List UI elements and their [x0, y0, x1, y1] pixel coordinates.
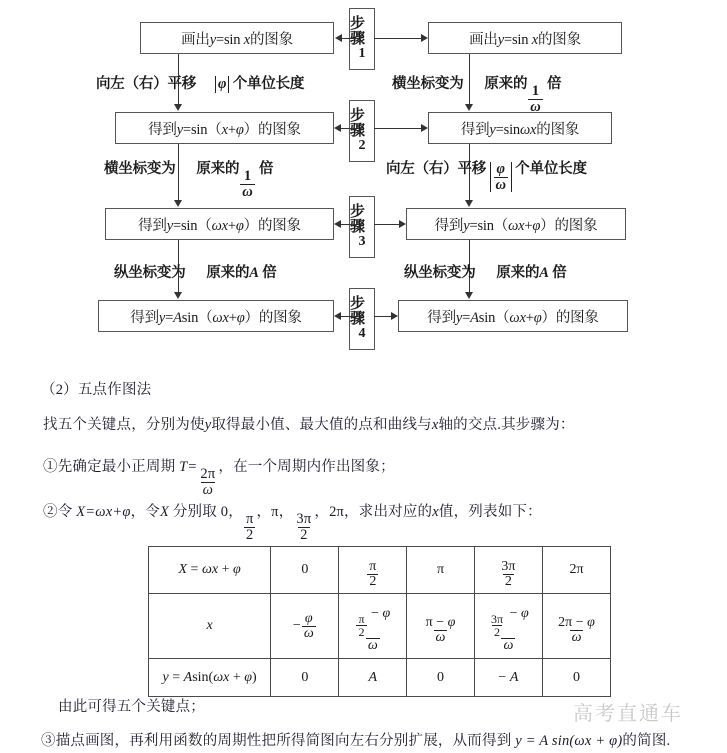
edge-label-left-1-suffix: 个单位长度: [232, 76, 305, 92]
flow-node-right-2: [428, 112, 612, 144]
step-box-4-label: 步骤: [350, 295, 366, 327]
table-cell-y-4: 0: [543, 659, 611, 697]
step-box-2-number: 2: [358, 138, 366, 154]
edge-label-left-3-prefix: 纵坐标变为: [114, 265, 186, 281]
step2-a: ②令: [43, 504, 73, 520]
after-table-paragraph: [58, 695, 205, 716]
watermark-text: 高考直通车: [573, 703, 683, 725]
edge-label-right-2-math: $\frac{\varphi}{\omega}$: [490, 162, 512, 192]
step1-paragraph: [43, 455, 395, 497]
step2-b: ，令: [130, 504, 160, 520]
arrowhead-step1-left: [335, 34, 342, 42]
table-row-x: [149, 594, 611, 659]
step2-var-x: x: [432, 504, 439, 520]
flow-node-left-4-text: 得到y=Asin（ωx+φ）的图象: [130, 309, 302, 326]
table-cell-x-0: − $\frac{\varphi}{\omega}$: [271, 594, 339, 659]
table-cell-y-0: 0: [271, 659, 339, 697]
connector-step2-left: [340, 128, 356, 129]
flow-node-left-3-text: 得到y=sin（ωx+φ）的图象: [138, 217, 301, 234]
arrowhead-left-1-2: [174, 104, 182, 111]
connector-step4-left: [340, 316, 356, 317]
edge-label-left-3-math: 原来的A: [206, 265, 259, 281]
step1-suffix: ，在一个周期内作出图象；: [218, 459, 395, 475]
table-cell-label-y: y = Asin(ωx + φ): [149, 659, 271, 697]
edge-label-right-3-prefix: 纵坐标变为: [404, 265, 476, 281]
flow-node-right-3-text: 得到y=sin（ωx+φ）的图象: [434, 217, 598, 234]
intro-mid: 取得最小值、最大值的点和曲线与: [211, 417, 432, 433]
table-cell-x-3: $\frac{3\pi}{2}$ − φ ω: [474, 594, 542, 659]
edge-label-right-2-prefix: 向左（右）平移: [386, 161, 487, 177]
step-box-4-number: 4: [358, 326, 366, 342]
step-box-1: [349, 8, 375, 70]
step-box-2-label: 步骤: [350, 107, 366, 139]
connector-step3-right: [374, 224, 400, 225]
step-box-2: [349, 100, 375, 162]
table-row-X: [149, 547, 611, 594]
arrowhead-left-3-4: [174, 292, 182, 299]
step3-formula: y = A sin(ωx + φ): [515, 733, 623, 749]
step-box-3-label: 步骤: [350, 203, 366, 235]
step2-X: X=ωx+φ: [76, 504, 131, 520]
flow-node-right-4: [398, 300, 628, 332]
edge-label-right-3: [404, 261, 567, 282]
edge-label-right-3-suffix: 倍: [552, 265, 567, 281]
connector-step2-right: [374, 128, 422, 129]
step3-paragraph: [41, 729, 670, 750]
arrowhead-step4-right: [391, 312, 398, 320]
five-point-table: [148, 546, 611, 697]
connector-step4-right: [374, 316, 392, 317]
flow-node-right-1-text: 画出y=sin x的图象: [469, 31, 581, 48]
step3-prefix: ③描点画图，再利用函数的周期性把所得简图向左右分别扩展，从而得到: [41, 733, 512, 749]
section-heading: [41, 378, 151, 399]
intro-prefix: 找五个关键点，分别为使: [43, 417, 205, 433]
arrowhead-step2-left: [334, 124, 341, 132]
flow-node-left-2-text: 得到y=sin（x+φ）的图象: [148, 121, 301, 138]
step2-val2: ，π，: [256, 504, 294, 520]
flow-node-right-1: [428, 22, 622, 54]
step2-val1: [244, 512, 256, 542]
step1-prefix: ①先确定最小正周期: [43, 459, 176, 475]
table-cell-X-2: π: [407, 547, 475, 594]
arrowhead-left-2-3: [174, 200, 182, 207]
flow-node-right-4-text: 得到y=Asin（ωx+φ）的图象: [427, 309, 599, 326]
table-cell-X-0: 0: [271, 547, 339, 594]
edge-label-right-1: [392, 72, 561, 114]
edge-label-right-1-suffix: 倍: [547, 76, 562, 92]
flow-node-left-3: [105, 208, 334, 240]
step1-fraction: [198, 467, 217, 497]
step1-frac-den: ω: [202, 481, 214, 498]
connector-step3-left: [340, 224, 356, 225]
flow-node-right-2-text: 得到y=sinωx的图象: [460, 121, 580, 138]
table-cell-X-3: $\frac{3\pi}{2}$: [474, 547, 542, 594]
table-cell-y-1: A: [339, 659, 407, 697]
arrowhead-step3-left: [334, 220, 341, 228]
arrowhead-right-2-3: [465, 200, 473, 207]
flow-node-left-1: [140, 22, 334, 54]
edge-label-left-3-suffix: 倍: [262, 265, 277, 281]
edge-label-left-2: [104, 157, 273, 199]
edge-label-right-2-suffix: 个单位长度: [515, 161, 587, 177]
step2-val3-den: 2: [300, 526, 308, 543]
step-box-3-number: 3: [358, 234, 366, 250]
edge-label-left-1: [96, 72, 304, 93]
table-cell-X-1: $\frac{\pi}{2}$: [339, 547, 407, 594]
step2-c: 分别取 0，: [172, 504, 243, 520]
step2-val3: [294, 512, 313, 542]
table-cell-label-x: x: [149, 594, 271, 659]
arrowhead-step4-left: [334, 312, 341, 320]
edge-label-right-2: [386, 157, 587, 192]
flow-node-left-2: [115, 112, 334, 144]
edge-label-left-2-prefix: 横坐标变为: [104, 161, 176, 177]
connector-step1-right: [374, 38, 422, 39]
step2-val3-num: 3π: [296, 511, 312, 528]
flow-node-left-1-text: 画出y=sin x的图象: [181, 31, 293, 48]
edge-label-right-3-math: 原来的A: [496, 265, 549, 281]
intro-var-y: y: [204, 417, 212, 433]
edge-label-right-1-math: 原来的 $\frac{1}{\omega}$: [484, 76, 541, 115]
intro-suffix: 轴的交点.其步骤为：: [438, 417, 575, 433]
transformation-flowchart: [0, 0, 727, 352]
edge-label-left-1-prefix: 向左（右）平移: [96, 76, 197, 92]
arrowhead-step1-right: [421, 34, 428, 42]
table-cell-x-4: $\frac{2\pi - \varphi}{\omega}$: [543, 594, 611, 659]
intro-var-x: x: [431, 417, 439, 433]
table-cell-y-2: 0: [407, 659, 475, 697]
step-box-1-number: 1: [358, 46, 366, 62]
intro-paragraph: [43, 413, 575, 434]
step-box-1-label: 步骤: [350, 15, 366, 47]
arrowhead-step3-right: [399, 220, 406, 228]
step3-suffix: 的简图.: [622, 733, 671, 749]
edge-label-left-2-suffix: 倍: [259, 161, 274, 177]
table-cell-x-1: $\frac{\pi}{2}$ − φ ω: [339, 594, 407, 659]
table-cell-label-X: X = ωx + φ: [149, 547, 271, 594]
step-box-4: [349, 288, 375, 350]
step2-paragraph: [43, 500, 542, 542]
table-cell-X-4: 2π: [543, 547, 611, 594]
edge-label-right-1-prefix: 横坐标变为: [392, 76, 464, 92]
edge-label-left-1-math: φ: [215, 76, 229, 93]
table-row-y: [149, 659, 611, 697]
watermark: [573, 697, 683, 726]
edge-label-left-2-math: 原来的 $\frac{1}{\omega}$: [196, 161, 253, 200]
step2-d: 值，列表如下：: [438, 504, 542, 520]
flow-node-right-3: [406, 208, 626, 240]
flow-node-left-4: [98, 300, 334, 332]
section-heading-text: （2）五点作图法: [41, 382, 152, 398]
step2-X2: X: [159, 504, 170, 520]
arrowhead-right-3-4: [465, 292, 473, 299]
step2-val1-den: 2: [245, 526, 254, 543]
step1-frac-num: 2π: [200, 466, 216, 483]
connector-step1-left: [342, 38, 356, 39]
step2-val1-num: π: [245, 511, 254, 528]
step-box-3: [349, 196, 375, 258]
after-table-text: 由此可得五个关键点；: [58, 699, 205, 715]
step2-val4: ，2π，求出对应的: [314, 504, 433, 520]
step1-T: T=: [179, 459, 198, 475]
table-cell-x-2: $\frac{\pi - \varphi}{\omega}$: [407, 594, 475, 659]
edge-label-left-3: [114, 261, 277, 282]
table-cell-y-3: − A: [474, 659, 542, 697]
arrowhead-step2-right: [421, 124, 428, 132]
